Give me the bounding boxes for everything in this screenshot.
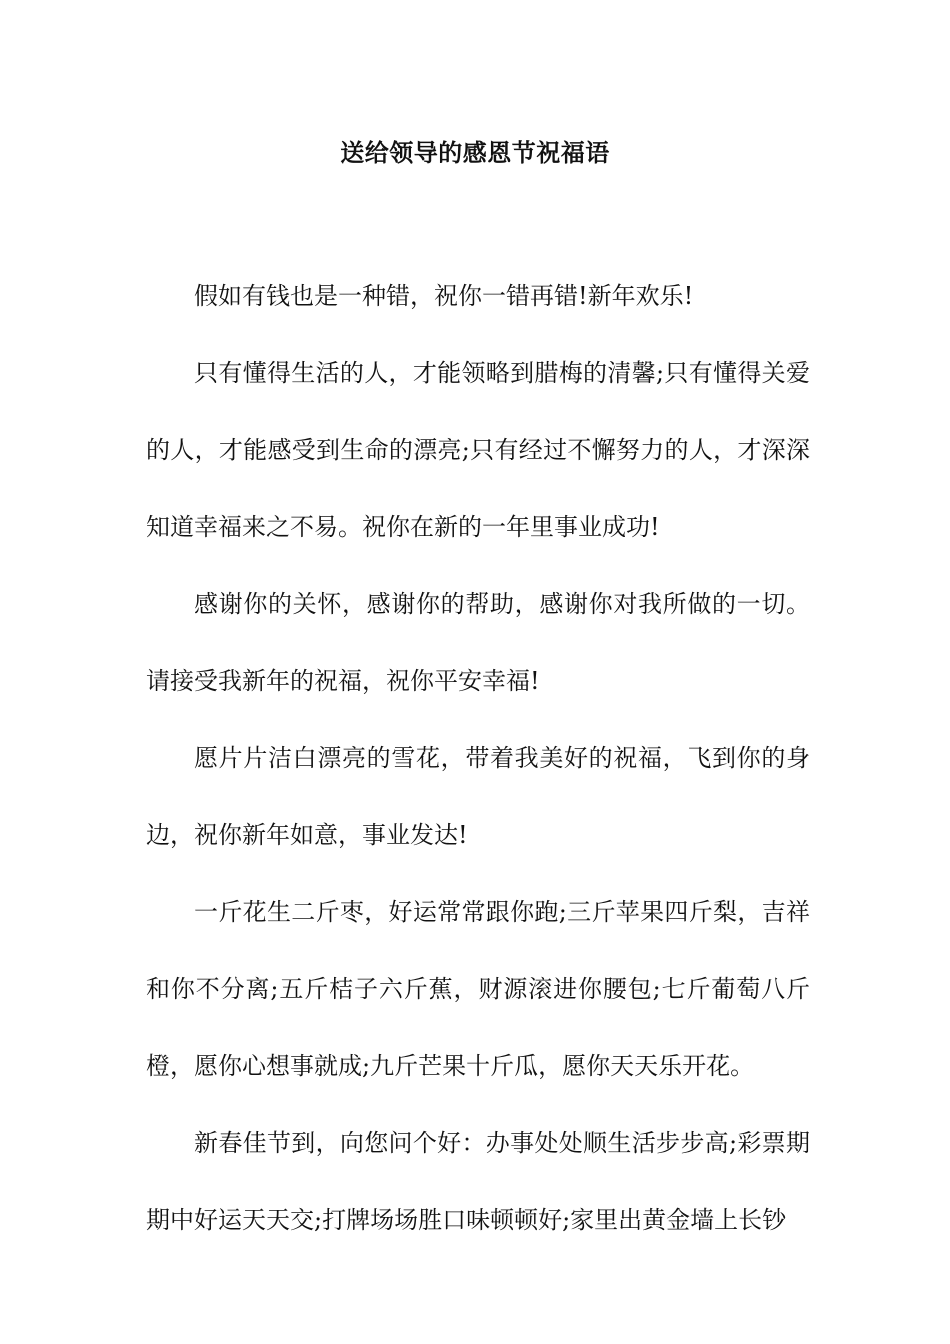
- document-title: 送给领导的感恩节祝福语: [340, 138, 610, 167]
- paragraph-2: 只有懂得生活的人，才能领略到腊梅的清馨;只有懂得关爱的人，才能感受到生命的漂亮;只有经过不懈努力的人，才深深知道幸福来之不易。祝你在新的一年里事业成功!: [146, 359, 810, 541]
- paragraph-3: 感谢你的关怀，感谢你的帮助，感谢你对我所做的一切。请接受我新年的祝福，祝你平安幸福!: [146, 590, 810, 695]
- paragraph-5: 一斤花生二斤枣，好运常常跟你跑;三斤苹果四斤梨，吉祥和你不分离;五斤桔子六斤蕉，财源滚进你腰包;七斤葡萄八斤橙，愿你心想事就成;九斤芒果十斤瓜，愿你天天乐开花。: [146, 898, 810, 1080]
- paragraph-4: 愿片片洁白漂亮的雪花，带着我美好的祝福，飞到你的身边，祝你新年如意，事业发达!: [146, 744, 810, 849]
- document-body: [146, 258, 810, 1259]
- paragraph-1: 假如有钱也是一种错，祝你一错再错!新年欢乐!: [194, 282, 694, 310]
- paragraph-6: 新春佳节到，向您问个好：办事处处顺生活步步高;彩票期期中好运天天交;打牌场场胜口味顿顿好;家里出黄金墙上长钞: [146, 1129, 810, 1234]
